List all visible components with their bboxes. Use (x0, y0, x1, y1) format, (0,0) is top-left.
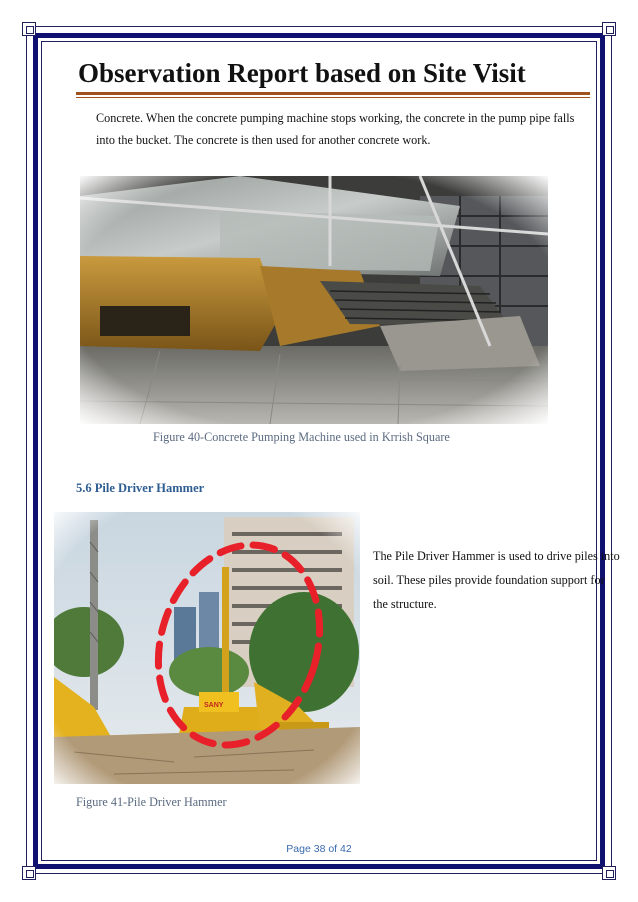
title-underline (76, 92, 590, 95)
section-paragraph (373, 544, 623, 616)
concrete-pumping-machine-photo (80, 176, 548, 424)
border-corner-ornament (22, 22, 36, 36)
page-title: Observation Report based on Site Visit (78, 58, 526, 88)
pile-driver-hammer-photo (54, 512, 360, 784)
figure-41-caption: Figure 41-Pile Driver Hammer (76, 795, 227, 809)
section-heading: 5.6 Pile Driver Hammer (76, 481, 205, 495)
border-corner-ornament (602, 22, 616, 36)
page-number: Page 38 of 42 (286, 843, 352, 855)
border-corner-ornament (602, 866, 616, 880)
figure-40-caption: Figure 40-Concrete Pumping Machine used in Krrish Square (153, 430, 450, 444)
section-paragraph-text: The Pile Driver Hammer is used to drive piles into soil. These piles provide foundation support for the structure. (373, 549, 620, 611)
border-corner-ornament (22, 866, 36, 880)
intro-paragraph: Concrete. When the concrete pumping machine stops working, the concrete in the pump pipe falls into the bucket. The concrete is then used for another concrete work. (96, 111, 575, 147)
title-underline-thin (76, 97, 590, 98)
